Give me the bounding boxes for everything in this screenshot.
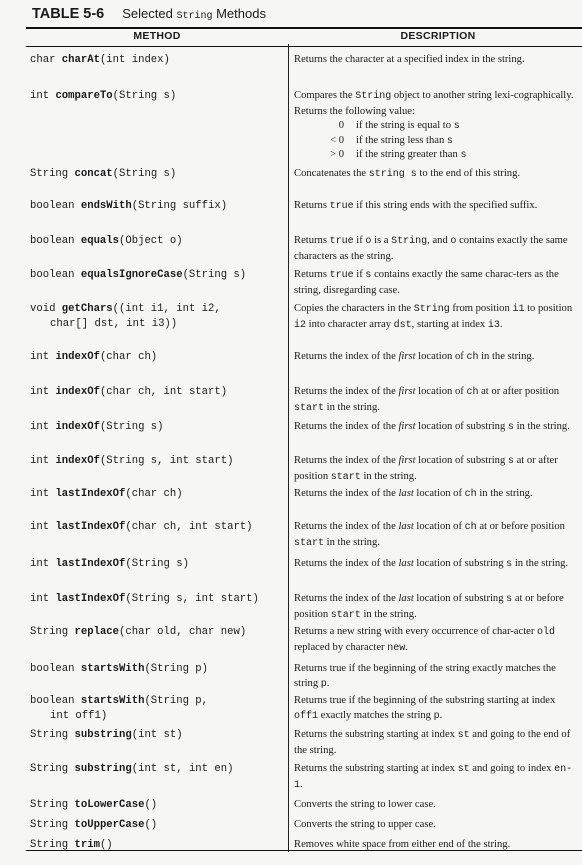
- code-term: p: [433, 710, 440, 722]
- method-params: (int index): [99, 54, 170, 66]
- code-term: start: [294, 402, 325, 414]
- description-text: to the end of this string.: [416, 168, 521, 179]
- code-term: true: [329, 270, 354, 281]
- description-text: Returns the index of the: [294, 558, 399, 569]
- description-text: Returns true if the beginning of the string exactly matches the string: [294, 663, 556, 689]
- method-description: [294, 728, 580, 758]
- description-text: Returns the substring starting at index: [294, 729, 458, 740]
- method-description: [294, 762, 580, 793]
- method-signature-line: [30, 302, 288, 317]
- method-signature: [30, 350, 288, 365]
- method-signature-line: [30, 454, 288, 469]
- method-description: [294, 420, 580, 436]
- return-type: int: [30, 488, 56, 500]
- description-text: Returns the index of the: [294, 386, 399, 397]
- return-type: String: [30, 626, 75, 638]
- code-term: ch: [464, 522, 477, 533]
- description-text: in the string.: [478, 351, 535, 362]
- description-text: object to another string lexi-cographically. Returns the following value:: [294, 90, 574, 117]
- method-name: substring: [74, 729, 132, 741]
- description-text: Returns the index of the: [294, 593, 399, 604]
- description-text: is a: [371, 235, 392, 246]
- method-params: (int st, int en): [131, 763, 234, 775]
- emphasis: last: [398, 593, 414, 604]
- method-params: (char ch): [125, 488, 183, 500]
- method-signature-line: [30, 167, 288, 182]
- description-text: into character array: [306, 318, 394, 330]
- method-signature: [30, 302, 288, 332]
- return-value-case: [294, 148, 580, 163]
- return-type: String: [30, 168, 75, 180]
- method-signature-line: [30, 420, 288, 435]
- method-params: ((int i1, int i2,: [112, 303, 221, 315]
- description-text: if: [353, 269, 366, 280]
- description-text: contains exactly the same charac-ters as the string, disregarding case.: [294, 269, 559, 296]
- description-text: , starting at index: [411, 318, 488, 330]
- method-signature-line: [30, 762, 288, 777]
- method-name: equalsIgnoreCase: [80, 269, 183, 281]
- method-name: getChars: [61, 303, 113, 315]
- description-text: Returns the index of the: [294, 488, 399, 499]
- description-text: at or before position: [294, 593, 564, 620]
- description-text: Returns a new string with every occurrence of char-acter: [294, 626, 538, 637]
- method-signature: [30, 662, 288, 677]
- description-text: in the string.: [360, 608, 417, 620]
- return-type: int: [30, 521, 56, 533]
- description-text: in the string.: [512, 558, 569, 569]
- description-text: location of: [415, 386, 467, 397]
- method-description: [294, 662, 580, 692]
- description-text: location of: [413, 488, 465, 499]
- description-text: in the string.: [476, 488, 533, 499]
- description-text: Returns the index of the: [294, 421, 399, 432]
- method-name: toUpperCase: [74, 819, 145, 831]
- return-type: int: [30, 558, 56, 570]
- method-signature: [30, 268, 288, 283]
- code-term: s: [507, 456, 514, 467]
- method-name: lastIndexOf: [55, 593, 126, 605]
- method-signature-line: [30, 385, 288, 400]
- method-name: replace: [74, 626, 120, 638]
- method-name: charAt: [61, 54, 100, 66]
- method-signature: [30, 694, 288, 724]
- code-term: st: [457, 730, 470, 741]
- return-type: void: [30, 303, 62, 315]
- description-text: in the string.: [324, 401, 380, 413]
- code-term: old: [537, 627, 556, 638]
- description-text: exactly matches the string: [318, 709, 434, 721]
- emphasis: first: [398, 351, 416, 362]
- code-term: ch: [466, 352, 479, 363]
- return-type: String: [30, 763, 75, 775]
- description-text: at or after position: [294, 455, 558, 482]
- description-text: Returns the index of the: [294, 455, 399, 466]
- table-bottom-rule: [26, 850, 582, 851]
- description-text: contains exactly the same characters as the string.: [294, 235, 568, 262]
- code-term: o: [365, 236, 372, 247]
- method-signature-line: [30, 268, 288, 283]
- return-value-case: [294, 119, 580, 134]
- method-signature: [30, 557, 288, 572]
- method-params: (char old, char new): [119, 626, 247, 638]
- method-description: [294, 53, 580, 68]
- return-type: int: [30, 455, 56, 467]
- method-name: indexOf: [55, 351, 100, 363]
- description-text: if the string less than: [356, 134, 447, 146]
- code-term: String: [413, 304, 450, 315]
- emphasis: last: [398, 488, 414, 499]
- description-text: Returns the index of the: [294, 521, 399, 532]
- description-text: Returns the substring starting at index: [294, 763, 458, 774]
- code-term: start: [330, 471, 361, 483]
- method-params: (): [99, 839, 113, 851]
- return-type: String: [30, 729, 75, 741]
- method-params: (): [144, 799, 158, 811]
- code-term: s: [460, 150, 467, 161]
- return-type: char: [30, 54, 62, 66]
- emphasis: last: [398, 558, 414, 569]
- code-term: i1: [512, 304, 525, 315]
- return-type: boolean: [30, 235, 81, 247]
- description-text: if: [353, 235, 366, 246]
- description-text: from position: [449, 303, 513, 314]
- code-term: s: [365, 270, 372, 281]
- description-text: and going to the end of the string.: [294, 729, 571, 756]
- method-params: (char ch, int start): [99, 386, 228, 398]
- emphasis: first: [398, 386, 416, 397]
- comparison-text: [356, 134, 453, 150]
- description-text: in the string.: [513, 421, 570, 432]
- code-term: off1: [294, 710, 319, 722]
- method-signature-line: [30, 53, 288, 68]
- method-signature: [30, 625, 288, 640]
- method-name: startsWith: [80, 663, 145, 675]
- return-value-case: [294, 134, 580, 149]
- description-text: .: [439, 709, 443, 721]
- method-signature-continuation: int off1): [50, 710, 108, 722]
- return-type: boolean: [30, 269, 81, 281]
- code-term: ch: [464, 489, 477, 500]
- method-name: startsWith: [80, 695, 145, 707]
- description-text: location of substring: [413, 558, 507, 569]
- code-term: i2: [294, 319, 307, 331]
- method-signature-line: [30, 557, 288, 572]
- method-signature: [30, 454, 288, 469]
- code-term: s: [506, 559, 513, 570]
- emphasis: first: [398, 421, 416, 432]
- description-text: replaced by character: [294, 641, 388, 653]
- method-signature: [30, 520, 288, 535]
- method-description: [294, 694, 580, 724]
- return-type: int: [30, 421, 56, 433]
- method-name: compareTo: [55, 90, 113, 102]
- method-params: (char ch, int start): [125, 521, 253, 533]
- method-params: (int st): [131, 729, 183, 741]
- method-signature-continuation: char[] dst, int i3)): [50, 318, 178, 330]
- method-description: [294, 798, 580, 813]
- description-text: Converts the string to upper case.: [294, 819, 436, 830]
- description-text: location of: [415, 351, 467, 362]
- description-text: .: [300, 778, 303, 790]
- method-params: (char ch): [99, 351, 158, 363]
- table-header: [26, 27, 582, 47]
- method-signature: [30, 234, 288, 249]
- description-text: .: [405, 641, 408, 653]
- comparison-value: < 0: [330, 134, 344, 146]
- method-description: [294, 167, 580, 183]
- return-type: boolean: [30, 663, 81, 675]
- method-signature: [30, 385, 288, 400]
- code-term: s: [507, 422, 514, 433]
- code-term: st: [457, 764, 470, 775]
- return-type: boolean: [30, 200, 81, 212]
- description-text: location of substring: [415, 455, 508, 466]
- method-signature: [30, 167, 288, 182]
- return-type: int: [30, 351, 56, 363]
- description-text: location of substring: [415, 421, 508, 432]
- method-params: (String s): [112, 168, 177, 180]
- method-name: substring: [74, 763, 132, 775]
- comparison-text: [356, 119, 460, 135]
- method-description: [294, 199, 580, 215]
- method-description: [294, 818, 580, 833]
- method-name: equals: [80, 235, 120, 247]
- method-signature: [30, 798, 288, 813]
- code-term: s: [453, 121, 460, 132]
- return-type: boolean: [30, 695, 81, 707]
- method-signature-line: [30, 798, 288, 813]
- description-text: if this string ends with the specified suffix.: [353, 200, 538, 211]
- method-column-header: METHOD: [133, 30, 181, 42]
- method-description: [294, 625, 580, 656]
- return-type: String: [30, 839, 75, 851]
- description-text: Compares the: [294, 90, 356, 101]
- method-name: indexOf: [55, 421, 100, 433]
- method-name: lastIndexOf: [55, 521, 126, 533]
- code-term: o: [450, 236, 457, 247]
- method-signature: [30, 53, 288, 68]
- code-term: s: [446, 135, 453, 147]
- code-term: start: [330, 609, 361, 621]
- method-name: lastIndexOf: [55, 558, 126, 570]
- method-signature: [30, 762, 288, 777]
- return-type: int: [30, 90, 56, 102]
- code-term: true: [329, 201, 354, 212]
- method-params: (String s, int start): [125, 593, 259, 605]
- return-type: int: [30, 593, 56, 605]
- method-signature: [30, 487, 288, 502]
- method-name: indexOf: [55, 455, 100, 467]
- method-signature-line: [30, 694, 288, 709]
- emphasis: last: [398, 521, 414, 532]
- method-name: trim: [74, 839, 100, 851]
- description-text: if the string greater than: [356, 149, 461, 160]
- code-term: ch: [466, 387, 479, 398]
- code-term: en-1: [294, 764, 573, 791]
- method-signature-line: [30, 662, 288, 677]
- code-term: String: [391, 236, 428, 247]
- method-name: endsWith: [80, 200, 132, 212]
- description-text: if the string is equal to: [356, 120, 454, 131]
- method-params: (): [144, 819, 158, 831]
- code-term: true: [329, 236, 354, 247]
- comparison-value: > 0: [330, 149, 344, 160]
- method-signature-line: [30, 625, 288, 640]
- method-description: [294, 454, 580, 485]
- code-term: s: [506, 594, 513, 605]
- description-text: Returns: [294, 235, 330, 246]
- emphasis: first: [398, 455, 416, 466]
- method-description: [294, 302, 580, 333]
- description-text: Returns true if the beginning of the substring starting at index: [294, 695, 556, 706]
- method-signature-line: [30, 350, 288, 365]
- method-signature: [30, 728, 288, 743]
- method-signature: [30, 199, 288, 214]
- description-text: at or after position: [478, 386, 560, 397]
- comparison-value: 0: [338, 120, 344, 131]
- description-text: Returns the index of the: [294, 351, 399, 362]
- method-description: [294, 234, 580, 264]
- column-divider: [288, 44, 289, 852]
- code-term: i3: [487, 319, 500, 331]
- method-params: (String p,: [144, 695, 209, 707]
- method-name: toLowerCase: [74, 799, 145, 811]
- description-text: location of substring: [413, 593, 507, 604]
- description-text: Returns: [294, 269, 330, 280]
- method-signature-line: [30, 199, 288, 214]
- table-caption: [32, 5, 266, 25]
- method-signature-line: [30, 592, 288, 607]
- description-text: .: [326, 677, 330, 689]
- method-params: (String s): [112, 90, 177, 102]
- method-description: [294, 487, 580, 503]
- table-number: TABLE 5-6: [32, 6, 105, 22]
- method-signature-line: [30, 818, 288, 833]
- description-text: Removes white space from either end of the string.: [294, 839, 511, 850]
- method-params: (String s): [99, 421, 164, 433]
- return-type: String: [30, 819, 75, 831]
- method-signature: [30, 420, 288, 435]
- method-params: (String s): [182, 269, 247, 281]
- description-text: Copies the characters in the: [294, 303, 414, 314]
- table-title: Selected String Methods: [122, 6, 266, 22]
- code-term: string s: [368, 169, 417, 180]
- method-name: concat: [74, 168, 113, 180]
- method-description: [294, 350, 580, 366]
- description-text: location of: [413, 521, 465, 532]
- method-description: [294, 268, 580, 298]
- description-text: and going to index: [469, 763, 555, 774]
- description-text: .: [499, 318, 503, 330]
- method-signature-line: [30, 520, 288, 535]
- description-column-header: DESCRIPTION: [400, 30, 476, 42]
- description-text: in the string.: [324, 536, 380, 548]
- method-description: [294, 89, 580, 163]
- description-text: to position: [524, 303, 573, 314]
- code-term: String: [355, 91, 392, 102]
- method-params: (String s): [125, 558, 189, 570]
- method-signature: [30, 89, 288, 104]
- description-text: in the string.: [360, 470, 417, 482]
- code-term: new: [387, 642, 406, 654]
- description-text: at or before position: [476, 521, 565, 532]
- method-signature: [30, 592, 288, 607]
- method-description: [294, 557, 580, 573]
- description-text: Concatenates the: [294, 168, 369, 179]
- method-signature-line: [30, 89, 288, 104]
- method-signature: [30, 818, 288, 833]
- method-signature-line: [30, 487, 288, 502]
- method-name: lastIndexOf: [55, 488, 126, 500]
- method-name: indexOf: [55, 386, 100, 398]
- method-description: [294, 520, 580, 551]
- method-description: [294, 385, 580, 416]
- method-params: (Object o): [119, 235, 183, 247]
- comparison-text: [356, 148, 466, 164]
- method-params: (String p): [144, 663, 209, 675]
- method-params: (String s, int start): [99, 455, 234, 467]
- description-text: Returns: [294, 200, 330, 211]
- code-term: start: [294, 537, 325, 549]
- method-description: [294, 592, 580, 623]
- method-signature-line: [30, 234, 288, 249]
- return-type: int: [30, 386, 56, 398]
- code-term: dst: [393, 319, 412, 331]
- description-text: , and: [427, 235, 451, 246]
- description-text: Returns the character at a specified index in the string.: [294, 54, 525, 65]
- return-type: String: [30, 799, 75, 811]
- method-signature-line: [30, 728, 288, 743]
- method-params: (String suffix): [131, 200, 228, 212]
- code-term: p: [320, 678, 327, 690]
- description-text: Converts the string to lower case.: [294, 799, 436, 810]
